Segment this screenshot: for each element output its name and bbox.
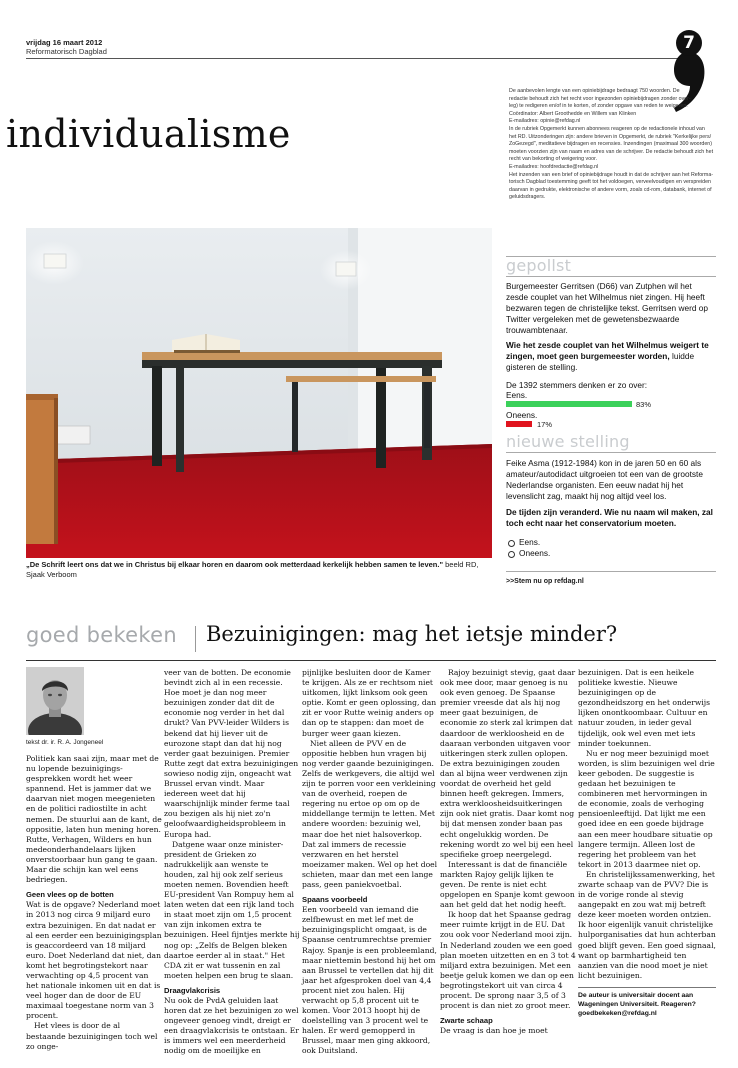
article-column-5: [578, 668, 716, 1018]
edition-date: vrijdag 16 maart 2012: [26, 38, 103, 47]
colophon-line: recht van bekorting of weigering voor.: [509, 156, 598, 163]
page-number: 7: [676, 30, 702, 56]
colophon-line: ZoGezegd", meditatieve bijdragen en recensies. Inzendingen (maximaal 300 woorden): [509, 141, 712, 148]
colophon-text: [509, 88, 715, 202]
caption-text: „De Schrift leert ons dat we in Christus bij elkaar horen en daarom ook metterdaad kerkelijk hebben samen te leven.": [26, 560, 444, 569]
vote-disagree-label: Oneens.: [519, 548, 551, 558]
paragraph: Niet alleen de PVV en de oppositie hebben hun vragen bij nog verder gaande bezuinigingen. Zelfs de werkgevers, die altijd wel zijn te porren voor een verkleining van de overheid, roepen de regering nu ertoe op om op de middellange termijn te letten. Met andere woorden: bezuinig wel, maar doe het niet halsoverkop. Dat zal immers de recessie verzwaren en het herstel moeizamer maken. Wel op het doel schieten, maar dan met een lange pass, geen paniekvoetbal.: [302, 738, 438, 889]
paragraph: pijnlijke besluiten door de Kamer te krijgen. Als ze er rechtsom niet uitkomen, lijkt linksom ook geen optie. Komt er geen oplossing, dan zit er voor Rutte weinig anders op dan op te stappen: dan moet de burger weer gaan kiezen.: [302, 668, 437, 738]
article-column-4: [440, 668, 576, 1036]
colophon-line: leg) te redigeren en/of in te korten, of zonder opgave van reden te weigeren.: [509, 103, 688, 110]
poll-statement-bold: Wie het zesde couplet van het Wilhelmus weigert te zingen, moet geen burgemeester worden,: [506, 340, 709, 361]
colophon-line: De aanbevolen lengte van een opiniebijdrage bedraagt 750 woorden. De: [509, 88, 680, 94]
paragraph: bezuinigen. Dat is een heikele politieke kwestie. Nieuwe bezuinigingen op de gezondheidszorg en het onderwijs lijken onontkoombaar. Cultuur en natuur zouden, in ieder geval tijdelijk, ook wel even met iets minder toekunnen.: [578, 668, 711, 748]
section-separator: [195, 626, 196, 652]
subheading: Spaans voorbeeld: [302, 895, 368, 905]
poll-statement: [506, 340, 716, 373]
paragraph: Een voorbeeld van iemand die zelfbewust en met lef met de bezuinigingsplicht omgaat, is de Spaanse centrumrechtse premier Rajoy. Spanje is een probleemland, maar niettemin bestond hij het om aan Brussel te vertellen dat hij dit jaar het afgesproken doel van 4,4 procent niet zou halen. Hij verwacht op 5,8 procent uit te komen. Voor 2013 hoopt hij de doelstelling van 3 procent wel te halen. Er werd gemopperd in Brussel, maar men ging akkoord, ook Duitsland.: [302, 905, 437, 1056]
paragraph: Rajoy bezuinigt stevig, gaat daar ook mee door, maar genoeg is nu ook even genoeg. De Spaanse premier vreesde dat als hij nog meer gaat bezuinigen, de economie zo sterk zal krimpen dat daardoor de werkloosheid en de daaraan verbonden uitgaven voor uitkeringen sterk zullen oplopen. De extra bezuinigingen zouden dan al bijna weer verdwenen zijn voordat de overheid het geld binnen heeft gekregen. Immers, extra werkloosheidsuitkeringen zijn ook niet gratis. Daar komt nog bij dat mensen zonder baan pas echt ongelukkig worden. De rekening wordt zo wel bij een heel specifieke groep neergelegd.: [440, 668, 576, 859]
paragraph: Interessant is dat de financiële markten Rajoy gelijk lijken te geven. De rente is niet echt opgelopen en Spanje komt gewoon aan het geld dat het nodig heeft.: [440, 859, 575, 910]
colophon-line: Het inzenden van een brief of opiniebijdrage houdt in dat de schrijver aan het Reforma-: [509, 171, 714, 178]
paragraph: De vraag is dan hoe je moet: [440, 1026, 548, 1036]
article-headline: Bezuinigingen: mag het ietsje minder?: [206, 622, 618, 646]
poll-heading: gepollst: [506, 256, 572, 275]
vote-agree-radio[interactable]: [508, 540, 515, 547]
subheading: Geen vlees op de botten: [26, 890, 114, 900]
vote-disagree-radio[interactable]: [508, 551, 515, 558]
poll-intro: Burgemeester Gerritsen (D66) van Zutphen wil het zesde couplet van het Wilhelmus niet zingen. Hij heeft bezwaren tegen de christelijke tekst. Gerritsen werd op Twitter vergeleken met de gewetensbezwaarde trouwambtenaar.: [506, 281, 708, 335]
page-title: individualisme: [6, 112, 291, 156]
church-interior-photo: [26, 228, 492, 558]
paragraph: Politiek kan saai zijn, maar met de nu lopende bezuinigingsgesprekken wordt het weer spannend. Het is jammer dat we daarvan niet mogen meegenieten en de politici radiostilte in acht nemen. De stuurlui aan de kant, de oppositie, laten hun mening horen. Rutte, Verhagen, Wilders en hun medeonderhandelaars lijken onverstoorbaar hun gang te gaan. Maar die schijn kan wel eens bedriegen.: [26, 754, 162, 885]
poll-disagree-percent: 17%: [537, 420, 553, 429]
paragraph: Nu er nog meer bezuinigd moet worden, is slim bezuinigen wel drie keer geboden. De suggestie is gedaan het bezuinigen te combineren met hervormingen in de economie, zoals de verhoging pensioenleeftijd. Dat lijkt me een goed idee en een goede bijdrage aan een meer houdbare situatie op langere termijn. Alleen lost de regering het probleem van het tekort in 2013 daarmee niet op.: [578, 748, 715, 869]
poll-agree-label: Eens.: [506, 390, 528, 400]
paragraph: Wat is de opgave? Nederland moet in 2013 nog circa 9 miljard euro extra bezuinigen. En dat nadat er al een eerder een bezuinigingsplan is geaccordeerd van 18 miljard euro. Doet Nederland dat niet, dan komt het begrotingstekort naar verwachting op 4,5 procent van het nationale inkomen uit en dat is veel hoger dan de door de EU maximaal toegestane norm van 3 procent.: [26, 900, 162, 1021]
colophon-line: geluidsdragers.: [509, 194, 546, 201]
paragraph: Ik hoop dat het Spaanse gedrag meer ruimte krijgt in de EU. Dat zou ook voor Nederland mooi zijn. In Nederland zouden we een goed plan moeten uitzetten en en 3 tot 4 miljard extra bezuinigen. Met een beetje geluk komen we dan op een begrotingstekort uit van circa 4 procent. De sprong naar 3,5 of 3 procent is dan niet zo groot meer.: [440, 910, 576, 1011]
colophon-line: torisch Dagblad toestemming geeft tot het voldoegen, verveelvoudigen en verspreiden: [509, 179, 711, 186]
poll-agree-percent: 83%: [636, 400, 652, 409]
poll-agree-bar: [506, 401, 632, 407]
colophon-line: redactie behoudt zich het recht voor ingezonden opiniebijdragen zonder over-: [509, 95, 691, 102]
header-rule: [26, 58, 680, 59]
paragraph: Het vlees is door de al bestaande bezuinigingen toch wel zo onge-: [26, 1021, 158, 1051]
poll-disagree-label: Oneens.: [506, 410, 538, 420]
author-byline: tekst dr. ir. R. A. Jongeneel: [26, 739, 104, 746]
vote-agree-label: Eens.: [519, 537, 541, 547]
colophon-line: E-mailadres: hoofdredactie@refdag.nl: [509, 163, 599, 170]
section-title: goed bekeken: [26, 623, 177, 647]
subheading: Draagvlakcrisis: [164, 985, 221, 995]
article-column-1: [26, 754, 162, 1052]
paragraph: Nu ook de PvdA geluiden laat horen dat ze het bezuinigen zo wel ongeveer genoeg vindt, dreigt er een draagvlakcrisis te ontstaan. Er is immers wel een meerderheid nodig om de moeilijke en: [164, 996, 299, 1056]
vote-link-rule: [506, 571, 716, 572]
author-footer-email[interactable]: goedbekeken@refdag.nl: [578, 1009, 657, 1017]
paragraph: Datgene waar onze minister-president de Grieken zo nadrukkelijk aan wenste te houden, zal hij ook zelf serieus moeten nemen. Bovendien heeft EU-president Van Rompuy hem al laten weten dat een rijk land toch in staat moet zijn om 1,5 procent van zijn inkomen extra te bezuinigen. Heel fijntjes merkte hij nog op: „Zelfs de Belgen bleken daartoe eerder al in staat." Het CDA zit er wat tussenin en zal moeten helpen een brug te slaan.: [164, 839, 300, 980]
colophon-line: moeten voorzien zijn van naam en adres van de schrijver. De redactie behoudt zich het: [509, 148, 714, 155]
poll-disagree-bar: [506, 421, 532, 427]
vote-link[interactable]: >>Stem nu op refdag.nl: [506, 578, 584, 585]
colophon-line: In de rubriek Opgemerkt kunnen abonnees reageren op de redactionele inhoud van: [509, 125, 705, 132]
colophon-line: E-mailadres: opinie@refdag.nl: [509, 118, 581, 125]
author-footer-text: De auteur is universitair docent aan Wageningen Universiteit. Reageren?: [578, 991, 696, 1008]
poll-heading-rule: [506, 276, 716, 277]
paragraph: En christelijkssamenwerking, het zwarte schaap van de PVV? Die is in de vorige ronde al stevig aangepakt en zou wat mij betreft deze keer moeten worden ontzien. Ik hoor eigenlijk vanuit christelijke hulporganisaties dat hun achterban goed blijft geven. Een goed signaal, want op barmhartigheid ten aanzien van die nood moet je niet licht bezuinigen.: [578, 869, 716, 980]
new-statement-intro: Feike Asma (1912-1984) kon in de jaren 50 en 60 als amateur/autodidact uitgroeien tot een van de grootste Nederlandse organisten. Een eeuw nadat hij het levenslicht zag, maakt hij nog altijd veel los.: [506, 458, 703, 501]
new-statement-heading: nieuwe stelling: [506, 432, 630, 451]
colophon-line: daarvan in gedrukte, elektronische of andere vorm, zoals cd-rom, databank, internet of: [509, 186, 712, 193]
photo-credit: beeld RD, Sjaak Verboom: [26, 560, 479, 579]
section-rule: [26, 660, 716, 661]
newspaper-name: Reformatorisch Dagblad: [26, 47, 107, 56]
colophon-line: Coördinator: Albert Groothedde en Willem van Klinken: [509, 110, 637, 117]
new-statement-text: De tijden zijn veranderd. Wie nu naam wil maken, zal toch echt naar het conservatorium moeten.: [506, 507, 713, 528]
author-footer: [578, 987, 716, 1018]
photo-caption: [26, 560, 496, 579]
poll-voters: De 1392 stemmers denken er zo over:: [506, 380, 648, 390]
article-column-2: [164, 668, 300, 1057]
colophon-line: het RD. Uitzonderingen zijn: andere brieven in Opgemerkt, de rubriek "Kerkelijke pers/: [509, 133, 712, 140]
paragraph: veer van de botten. De economie bevindt zich al in een recessie. Hoe moet je dan nog meer bezuinigen zonder dat dit de economie nog verder in het dal drukt? Van PVV-leider Wilders is bekend dat hij liever uit de eurozone stapt dan dat hij nog verder gaat bezuinigen. Premier Rutte zegt dat extra bezuinigingen sowieso nodig zijn, ongeacht wat Brussel ervan vindt. Maar iedereen weet dat hij waarschijnlijk minder ferme taal zou bezigen als hij niet zo'n geloofwaardigheidsprobleem in Europa had.: [164, 668, 299, 839]
new-statement-rule: [506, 452, 716, 453]
author-portrait: [26, 667, 84, 735]
article-column-3: [302, 668, 438, 1057]
poll-statement-rest: luidde gisteren de stelling.: [506, 351, 695, 372]
subheading: Zwarte schaap: [440, 1016, 493, 1026]
